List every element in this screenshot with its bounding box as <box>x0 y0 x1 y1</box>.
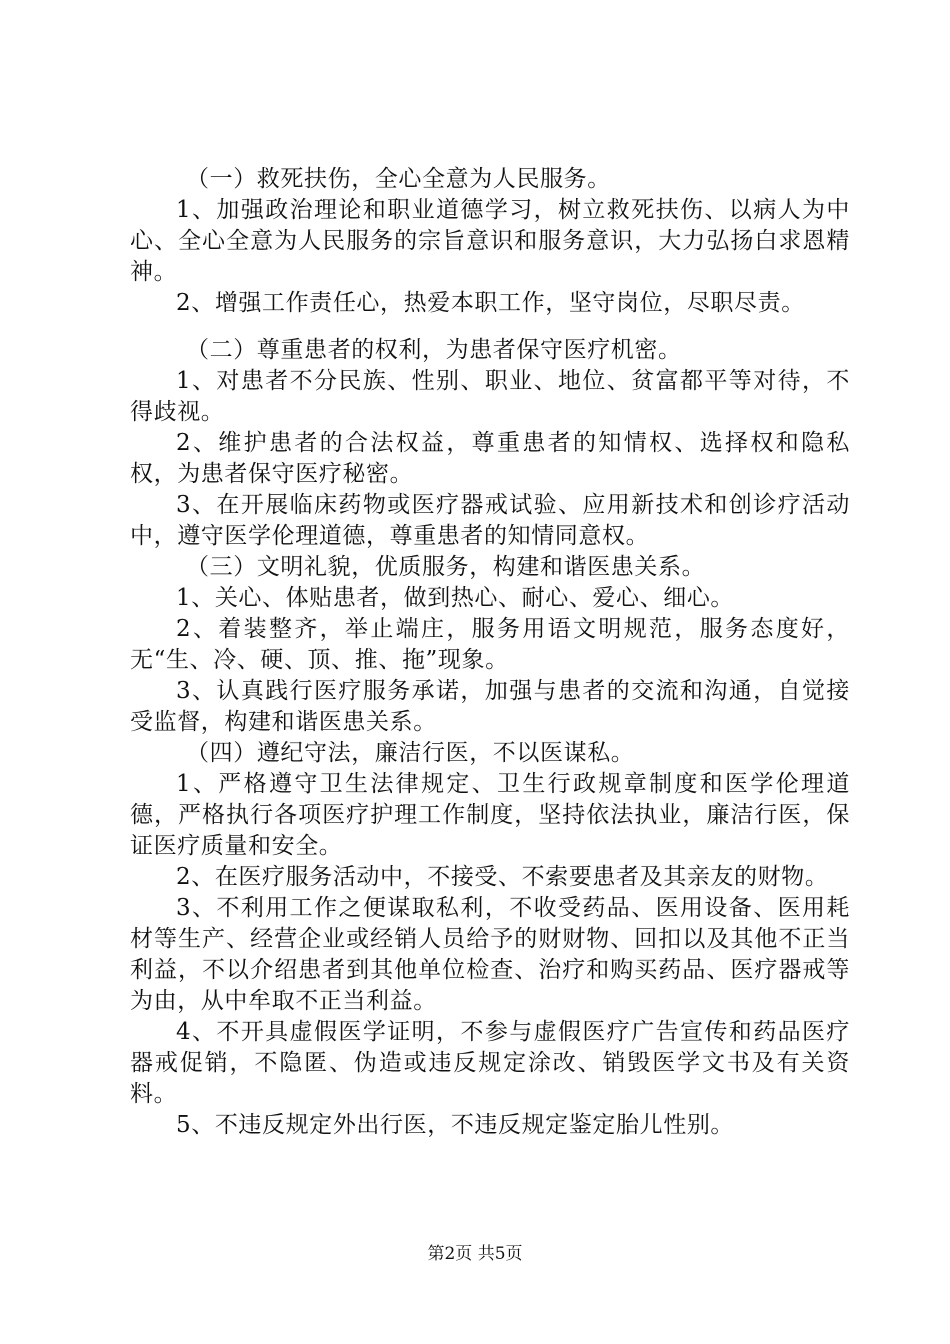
document-body <box>130 164 850 1141</box>
section-heading-1: （一）救死扶伤，全心全意为人民服务。 <box>186 166 611 192</box>
paragraph: 2、着装整齐，举止端庄，服务用语文明规范，服务态度好，无“生、冷、硬、顶、推、拖”现象。 <box>130 616 850 673</box>
paragraph: 1、加强政治理论和职业道德学习，树立救死扶伤、以病人为中心、全心全意为人民服务的宗旨意识和服务意识，大力弘扬白求恩精神。 <box>130 197 850 285</box>
paragraph: 4、不开具虚假医学证明，不参与虚假医疗广告宣传和药品医疗器戒促销，不隐匿、伪造或违反规定涂改、销毁医学文书及有关资料。 <box>130 1019 850 1107</box>
paragraph: 3、在开展临床药物或医疗器戒试验、应用新技术和创诊疗活动中，遵守医学伦理道德，尊重患者的知情同意权。 <box>130 492 850 549</box>
section-heading-3: （三）文明礼貌，优质服务，构建和谐医患关系。 <box>186 554 706 580</box>
paragraph: 5、不违反规定外出行医，不违反规定鉴定胎儿性别。 <box>176 1112 735 1138</box>
paragraph: 1、严格遵守卫生法律规定、卫生行政规章制度和医学伦理道德，严格执行各项医疗护理工作制度，坚持依法执业，廉洁行医，保证医疗质量和安全。 <box>130 771 850 859</box>
paragraph: 3、认真践行医疗服务承诺，加强与患者的交流和沟通，自觉接受监督，构建和谐医患关系。 <box>130 678 850 735</box>
page-number-footer: 第2页 共5页 <box>427 1244 523 1264</box>
paragraph: 3、不利用工作之便谋取私利，不收受药品、医用设备、医用耗材等生产、经营企业或经销人员给予的财财物、回扣以及其他不正当利益，不以介绍患者到其他单位检查、治疗和购买药品、医疗器戒等为由，从中牟取不正当利益。 <box>130 895 850 1014</box>
paragraph: 2、增强工作责任心，热爱本职工作，坚守岗位，尽职尽责。 <box>176 290 805 316</box>
paragraph: 2、在医疗服务活动中，不接受、不索要患者及其亲友的财物。 <box>176 864 829 890</box>
paragraph: 2、维护患者的合法权益，尊重患者的知情权、选择权和隐私权，为患者保守医疗秘密。 <box>130 430 850 487</box>
paragraph: 1、对患者不分民族、性别、职业、地位、贫富都平等对待，不得歧视。 <box>130 368 850 425</box>
section-heading-2: （二）尊重患者的权利，为患者保守医疗机密。 <box>186 337 682 363</box>
spacer <box>130 319 850 335</box>
paragraph: 1、关心、体贴患者，做到热心、耐心、爱心、细心。 <box>176 585 735 611</box>
section-heading-4: （四）遵纪守法，廉洁行医，不以医谋私。 <box>186 740 635 766</box>
